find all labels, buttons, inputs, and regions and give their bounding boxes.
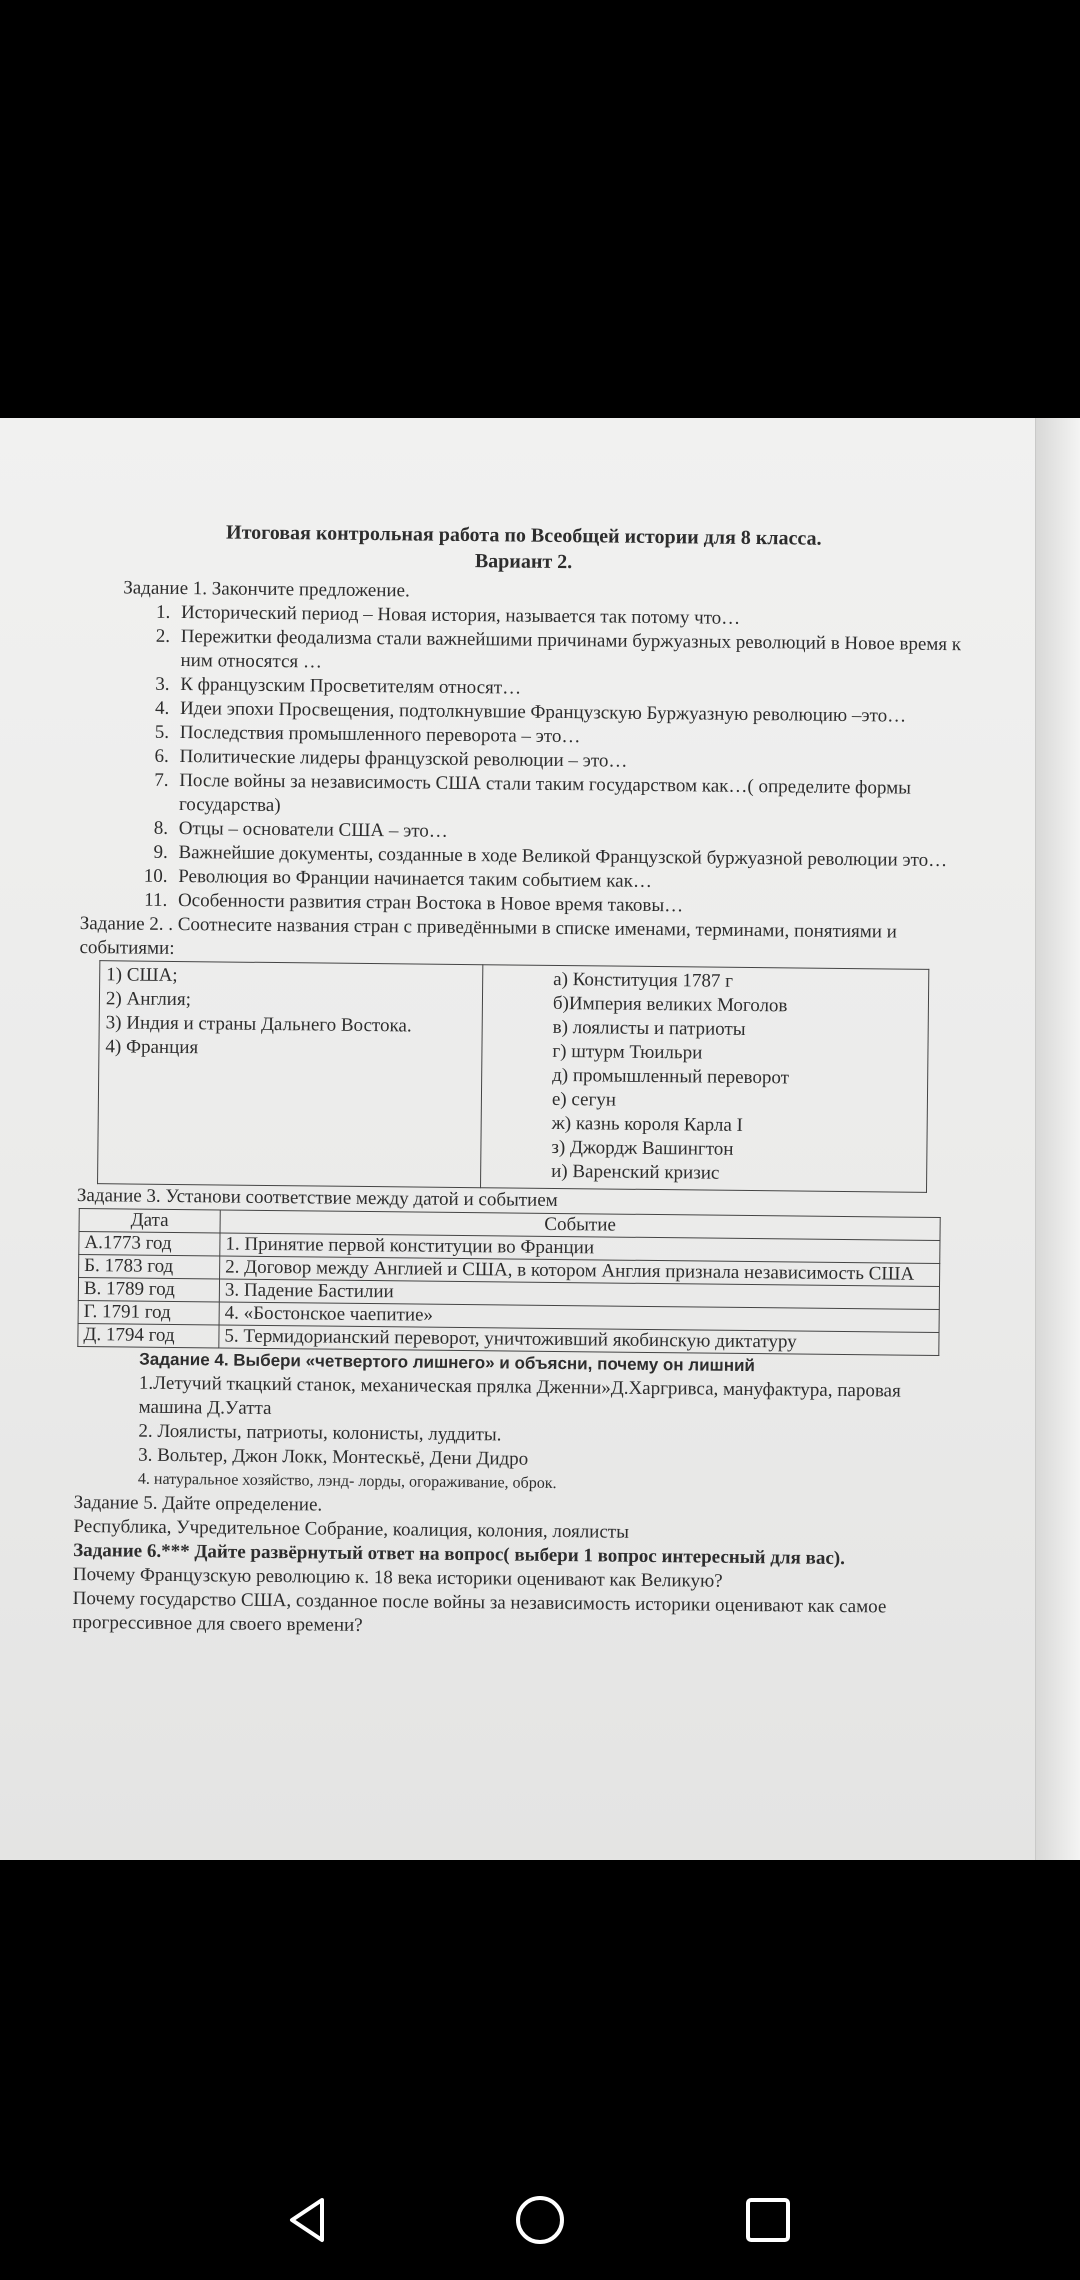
event-cell: 2. Договор между Англией и США, в котором Англия признала независимость США	[220, 1256, 940, 1287]
term-item: е) сегун	[551, 1088, 617, 1111]
viewer-top-area	[0, 0, 1080, 418]
date-cell: Г. 1791 год	[78, 1300, 219, 1324]
task4-item: 2. Лоялисты, патриоты, колонисты, луддиты.	[138, 1420, 502, 1446]
task5-heading: Задание 5. Дайте определение.	[73, 1491, 323, 1516]
back-icon[interactable]	[278, 2190, 338, 2250]
list-item: 6. Политические лидеры французской революции – это…	[173, 745, 961, 777]
list-item: 5. Последствия промышленного переворота – это…	[174, 721, 962, 753]
worksheet	[72, 518, 964, 1644]
task2-table	[97, 960, 929, 1193]
event-cell: 4. «Бостонское чаепитие»	[219, 1302, 939, 1333]
list-item: 3. К французским Просветителям относят…	[174, 673, 962, 705]
event-cell: 3. Падение Бастилии	[219, 1279, 939, 1310]
date-cell: А.1773 год	[79, 1231, 220, 1255]
date-column-header: Дата	[79, 1208, 220, 1232]
term-item: ж) казнь короля Карла I	[551, 1112, 744, 1136]
paper-edge	[1035, 418, 1080, 1860]
variant-label: Вариант 2.	[474, 550, 573, 574]
country-item: 4) Франция	[105, 1036, 199, 1059]
term-item: в) лоялисты и патриоты	[552, 1016, 746, 1040]
term-item: г) штурм Тюильри	[552, 1040, 703, 1064]
date-cell: В. 1789 год	[78, 1277, 219, 1301]
event-cell: 5. Термидорианский переворот, уничтоживший якобинскую диктатуру	[219, 1325, 939, 1356]
term-item: з) Джордж Вашингтон	[551, 1136, 734, 1160]
term-item: и) Варенский кризис	[551, 1160, 720, 1184]
list-item: 7. После войны за независимость США стали таким государством как…( определите формы государства)	[173, 769, 961, 825]
term-item: б)Империя великих Моголов	[552, 992, 788, 1017]
document-photo	[0, 418, 1080, 1860]
list-item: 8. Отцы – основатели США – это…	[173, 817, 961, 849]
task6-question-1: Почему Французскую революцию к. 18 века историки оценивают как Великую?	[72, 1563, 723, 1592]
country-item: 1) США;	[106, 964, 178, 987]
task4-item: 3. Вольтер, Джон Локк, Монтескьё, Дени Дидро	[138, 1444, 529, 1470]
list-item: 9. Важнейшие документы, созданные в ходе Великой Французской буржуазной революции это…	[172, 841, 960, 873]
term-item: д) промышленный переворот	[552, 1064, 790, 1089]
task1-list	[120, 600, 963, 921]
task6-question-2: Почему государство США, созданное после войны за независимость историки оценивают как самое прогрессивное для своего времени?	[72, 1587, 887, 1636]
country-item: 2) Англия;	[105, 988, 192, 1011]
task3-heading: Задание 3. Установи соответствие между датой и событием	[76, 1184, 558, 1211]
page-title: Итоговая контрольная работа по Всеобщей истории для 8 класса.	[225, 521, 822, 550]
list-item: 1. Исторический период – Новая история, называется так потому что…	[175, 601, 963, 633]
task5-text: Республика, Учредительное Собрание, коалиция, колония, лоялисты	[73, 1515, 630, 1543]
home-icon[interactable]	[510, 2190, 570, 2250]
date-cell: Д. 1794 год	[78, 1323, 219, 1347]
terms-cell	[481, 965, 929, 1193]
task4-item: 1.Летучий ткацкий станок, механическая прялка Дженни»Д.Харгривса, мануфактура, паровая машина Д.Уатта	[138, 1372, 901, 1420]
task2-heading: Задание 2. . Соотнесите названия стран с приведёнными в списке именами, терминами, понятиями и событиями:	[79, 912, 898, 959]
navigation-bar	[0, 2160, 1080, 2280]
list-item: 10. Революция во Франции начинается таким событием как…	[172, 865, 960, 897]
task4-item: 4. натуральное хозяйство, лэнд- лорды, огораживание, оброк.	[137, 1470, 557, 1493]
countries-cell	[98, 961, 483, 1188]
date-cell: Б. 1783 год	[79, 1254, 220, 1278]
task6-heading: Задание 6.*** Дайте развёрнутый ответ на вопрос( выбери 1 вопрос интересный для вас).	[73, 1539, 846, 1570]
event-cell: 1. Принятие первой конституции во Франции	[220, 1233, 940, 1264]
country-item: 3) Индия и страны Дальнего Востока.	[105, 1012, 412, 1037]
list-item: 11. Особенности развития стран Востока в Новое время таковы…	[172, 889, 960, 921]
event-column-header: Событие	[220, 1210, 940, 1241]
task3-table	[77, 1208, 940, 1356]
term-item: а) Конституция 1787 г	[553, 968, 734, 992]
list-item: 4. Идеи эпохи Просвещения, подтолкнувшие Французскую Буржуазную революцию –это…	[174, 697, 962, 729]
list-item: 2. Пережитки феодализма стали важнейшими причинами буржуазных революций в Новое время к ним относятся …	[174, 625, 962, 681]
task4-heading: Задание 4. Выбери «четвертого лишнего» и объясни, почему он лишний	[139, 1349, 756, 1376]
task1-heading: Задание 1. Закончите предложение.	[123, 577, 410, 602]
recents-icon[interactable]	[738, 2190, 798, 2250]
